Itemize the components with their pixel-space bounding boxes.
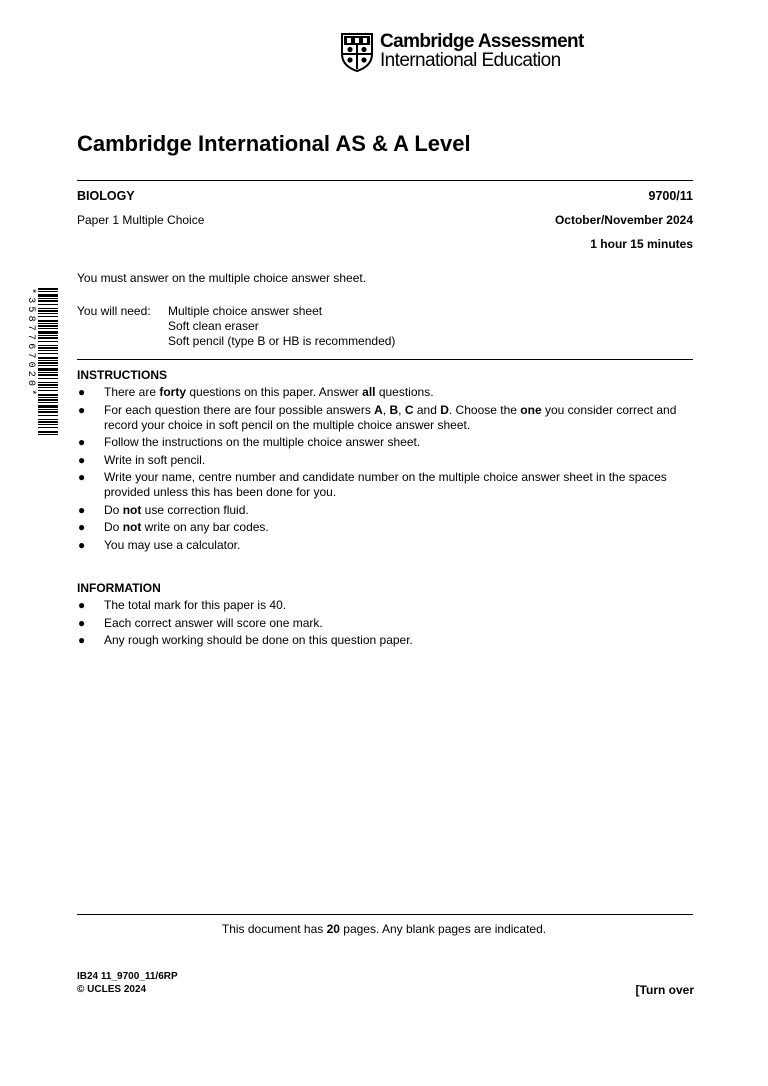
barcode-bar (38, 378, 58, 379)
bullet-text: The total mark for this paper is 40. (104, 598, 287, 612)
logo-line-2: International Education (380, 50, 561, 71)
barcode-bar (38, 331, 58, 334)
instructions-list (77, 385, 697, 555)
reference-code: IB24 11_9700_11/6RP (77, 971, 178, 982)
barcode-bar (38, 372, 58, 373)
barcode-bar (38, 300, 58, 302)
bullet-icon: ● (78, 470, 86, 484)
barcode-bar (38, 427, 58, 428)
subject-name: BIOLOGY (77, 189, 135, 203)
bullet-item (77, 403, 697, 433)
barcode-bar (38, 320, 58, 322)
bullet-text: For each question there are four possible answers A, B, C and D. Choose the one you consider correct and record your choice in soft pencil on the multiple choice answer sheet. (104, 402, 677, 432)
bullet-item (77, 616, 697, 631)
barcode-bars (38, 288, 58, 436)
requirements-list (168, 304, 395, 349)
cambridge-logo (340, 31, 584, 72)
barcode-bar (38, 421, 58, 423)
barcode-bar (38, 291, 58, 292)
barcode-bar (38, 304, 58, 305)
information-list (77, 598, 697, 651)
exam-duration: 1 hour 15 minutes (590, 237, 693, 251)
barcode-bar (38, 335, 58, 336)
bullet-text: Each correct answer will score one mark. (104, 615, 323, 630)
paper-title: Paper 1 Multiple Choice (77, 213, 205, 227)
barcode-bar (38, 402, 58, 403)
barcode-bar (38, 419, 58, 420)
bullet-item (77, 435, 697, 450)
bullet-item (77, 598, 697, 613)
barcode-bar (38, 294, 58, 297)
barcode-bar (38, 357, 58, 359)
bullet-icon: ● (78, 520, 86, 534)
barcode-bar (38, 434, 58, 435)
bullet-icon: ● (78, 537, 86, 552)
bullet-text: Write in soft pencil. (104, 452, 206, 467)
copyright-notice: © UCLES 2024 (77, 984, 147, 995)
bullet-icon: ● (78, 402, 86, 417)
barcode-bar (38, 325, 58, 327)
bullet-text: There are forty questions on this paper. Answer all questions. (104, 385, 434, 399)
paper-code: 9700/11 (648, 189, 693, 203)
barcode-bar (38, 360, 58, 361)
bullet-icon: ● (78, 502, 86, 517)
bullet-icon: ● (78, 435, 86, 449)
bullet-text: Any rough working should be done on this question paper. (104, 633, 413, 647)
bullet-item (77, 470, 697, 500)
bullet-text: Do not write on any bar codes. (104, 520, 269, 534)
turn-over-label: [Turn over (635, 983, 694, 997)
bullet-item (77, 385, 697, 400)
side-barcode (24, 288, 58, 436)
requirements-divider (77, 359, 693, 360)
information-heading: INFORMATION (77, 581, 161, 595)
barcode-bar (38, 316, 58, 317)
bullet-item (77, 453, 697, 468)
bullet-text: You may use a calculator. (104, 537, 241, 552)
requirements-label: You will need: (77, 304, 151, 318)
barcode-bar (38, 362, 58, 364)
instructions-heading: INSTRUCTIONS (77, 368, 167, 382)
bullet-icon: ● (78, 598, 86, 612)
barcode-bar (38, 394, 58, 396)
bullet-icon: ● (78, 452, 86, 467)
requirement-item: Soft pencil (type B or HB is recommended) (168, 334, 396, 348)
requirement-item: Multiple choice answer sheet (168, 304, 323, 318)
barcode-bar (38, 387, 58, 388)
barcode-bar (38, 345, 58, 346)
bullet-text: Do not use correction fluid. (104, 502, 249, 517)
footer-divider (77, 914, 693, 915)
barcode-bar (38, 384, 58, 386)
barcode-bar (38, 424, 58, 425)
barcode-bar (38, 298, 58, 299)
barcode-bar (38, 409, 58, 410)
barcode-bar (38, 341, 58, 342)
barcode-bar (38, 374, 58, 376)
bullet-text: Write your name, centre number and candidate number on the multiple choice answer sheet in the spaces provided unless this has been done for you. (104, 470, 667, 499)
barcode-bar (38, 397, 58, 398)
bullet-item (77, 538, 697, 553)
barcode-bar (38, 415, 58, 416)
answer-sheet-note: You must answer on the multiple choice answer sheet. (77, 271, 367, 285)
bullet-icon: ● (78, 385, 86, 399)
cambridge-crest-icon (340, 32, 374, 72)
barcode-bar (38, 313, 58, 314)
barcode-bar (38, 368, 58, 371)
document-reference (77, 970, 178, 996)
barcode-bar (38, 431, 58, 433)
qualification-title: Cambridge International AS & A Level (77, 131, 471, 156)
barcode-bar (38, 350, 58, 351)
barcode-bar (38, 337, 58, 339)
bullet-icon: ● (78, 633, 86, 647)
bullet-item (77, 503, 697, 518)
requirement-item: Soft clean eraser (168, 319, 259, 333)
barcode-bar (38, 323, 58, 324)
barcode-bar (38, 382, 58, 383)
barcode-bar (38, 347, 58, 349)
logo-line-1: Cambridge Assessment (380, 31, 584, 52)
barcode-bar (38, 353, 58, 354)
bullet-item (77, 520, 697, 535)
bullet-item (77, 633, 697, 648)
barcode-bar (38, 399, 58, 401)
barcode-digits: *3587767020* (25, 288, 36, 399)
exam-session: October/November 2024 (554, 213, 693, 227)
barcode-bar (38, 308, 58, 309)
page-count-note: This document has 20 pages. Any blank pages are indicated. (221, 922, 547, 936)
barcode-bar (38, 365, 58, 366)
barcode-bar (38, 390, 58, 391)
barcode-bar (38, 310, 58, 312)
barcode-bar (38, 405, 58, 408)
barcode-bar (38, 411, 58, 413)
logo-wordmark (380, 32, 584, 70)
title-divider (77, 180, 693, 181)
bullet-text: Follow the instructions on the multiple choice answer sheet. (104, 435, 421, 449)
bullet-icon: ● (78, 615, 86, 630)
barcode-bar (38, 328, 58, 329)
barcode-bar (38, 288, 58, 290)
